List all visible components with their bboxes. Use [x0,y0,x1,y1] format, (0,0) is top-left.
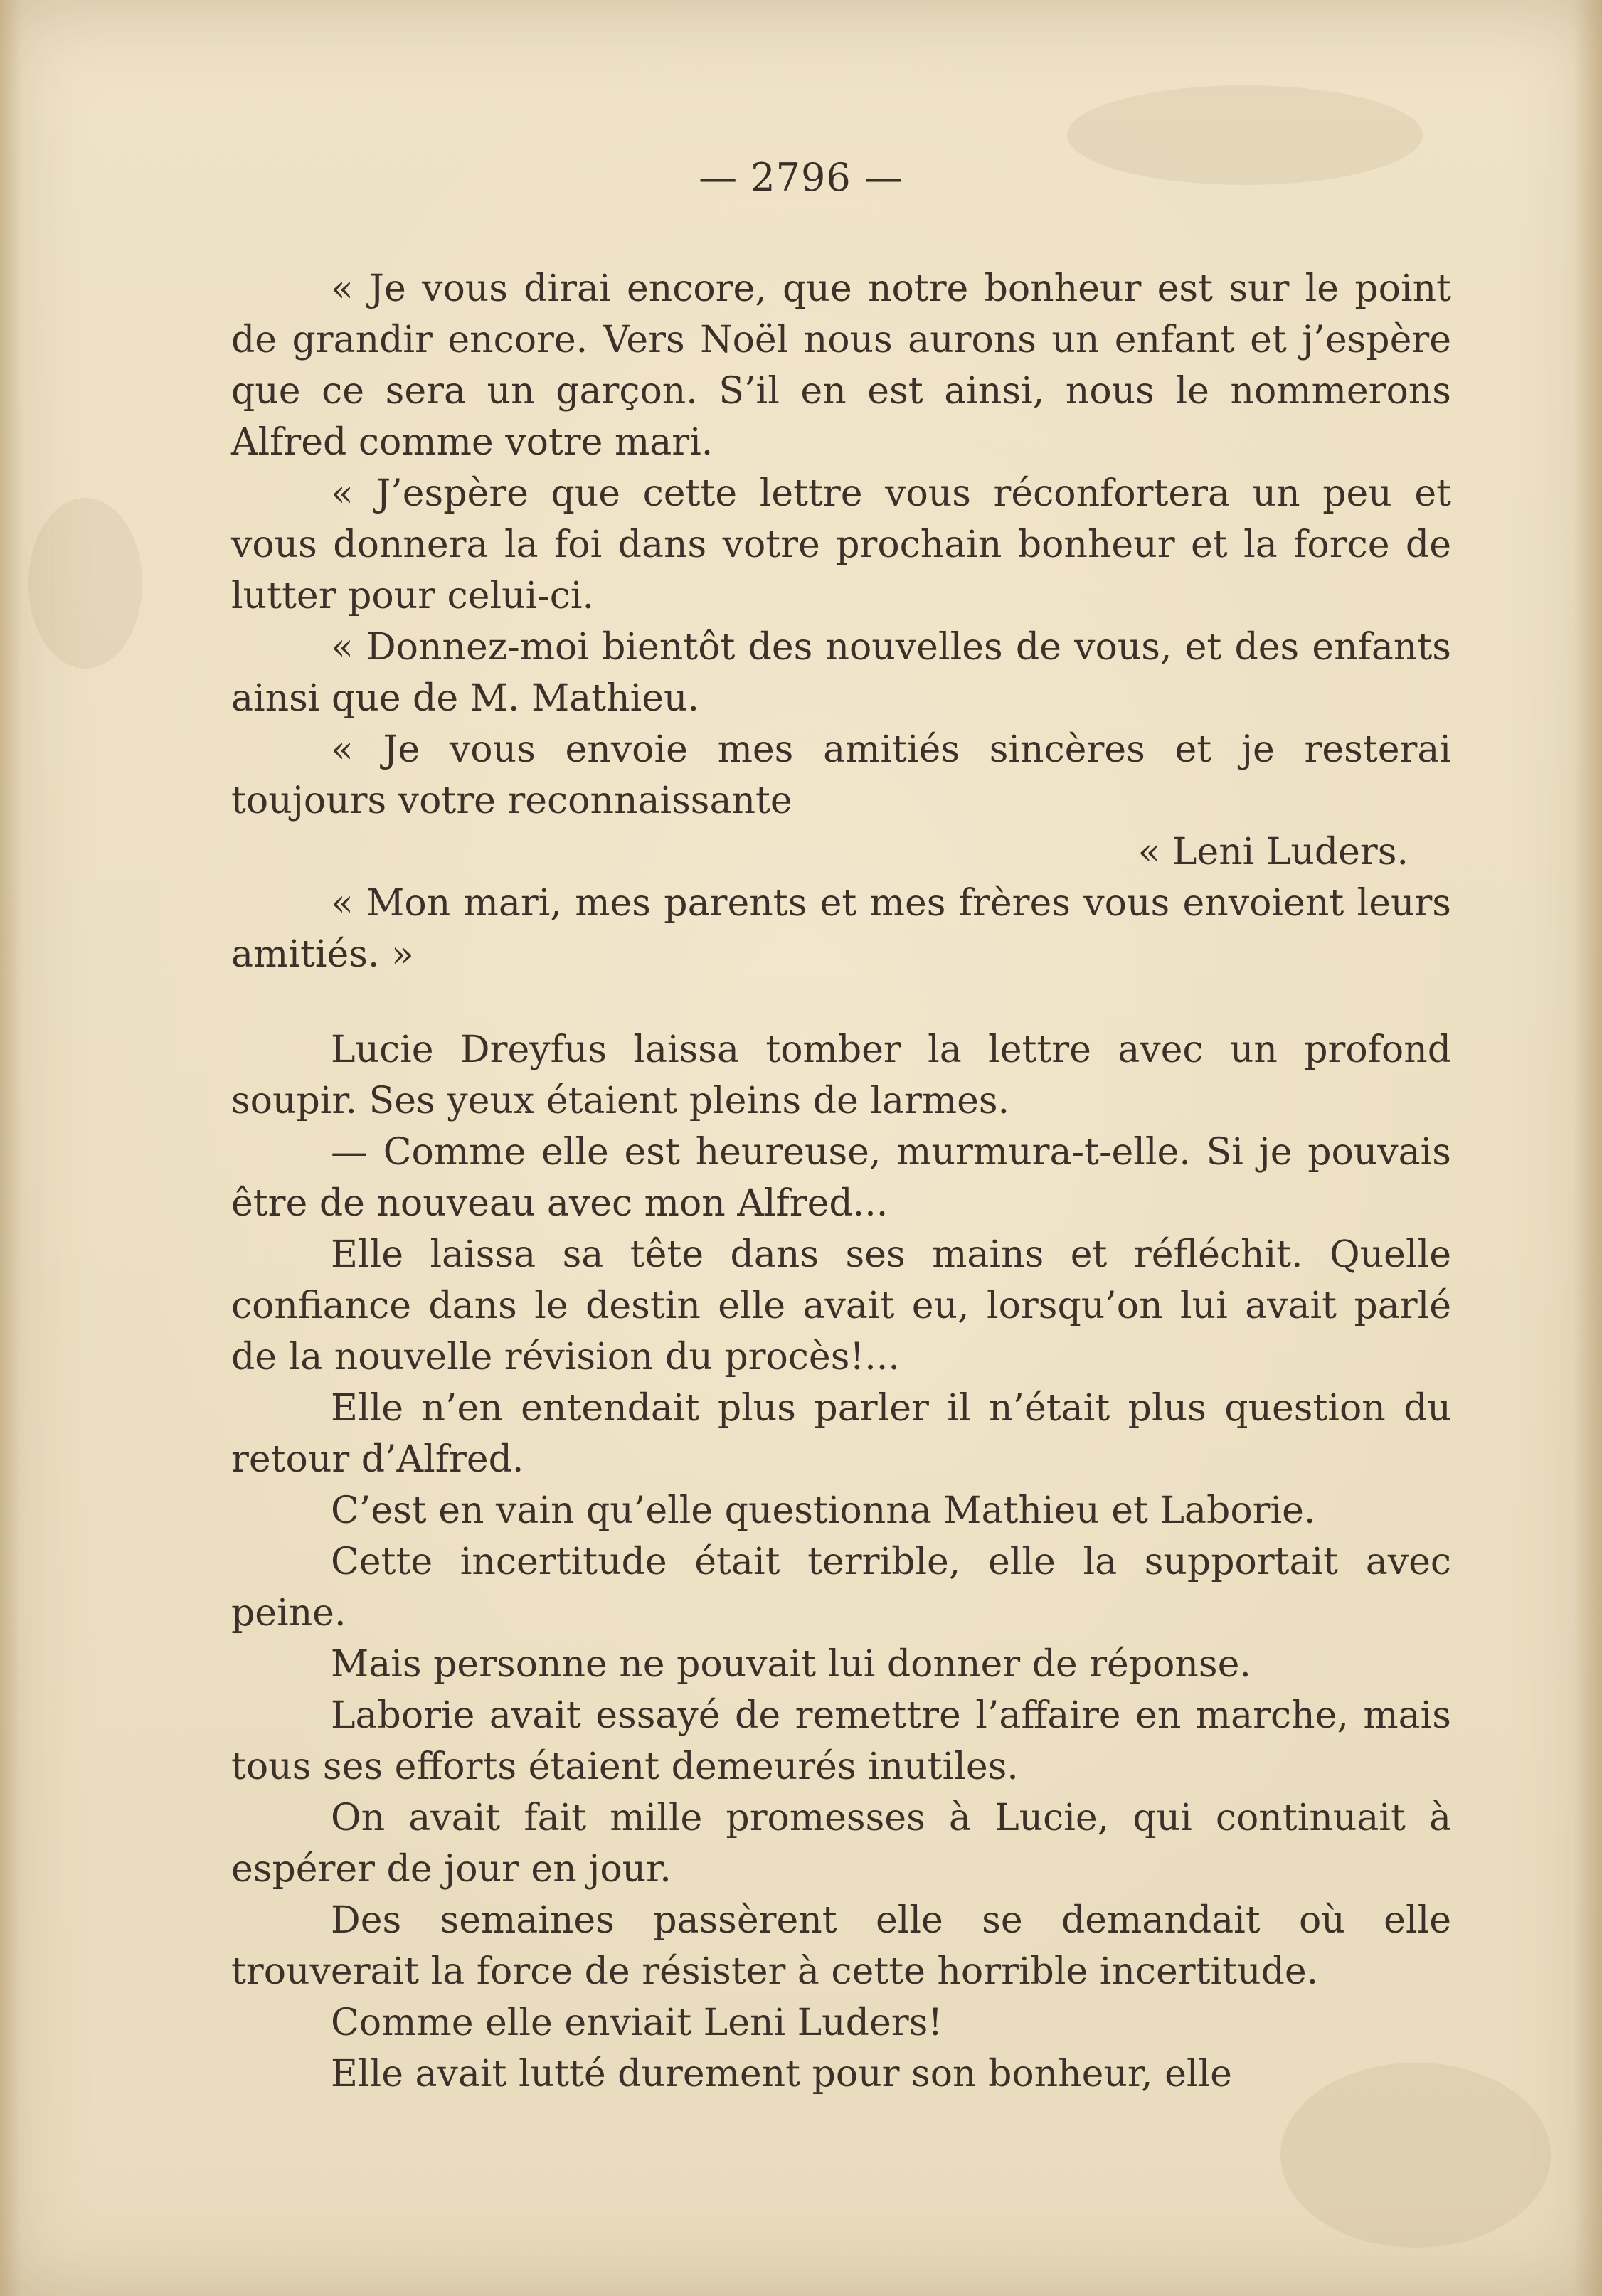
narrative-paragraph: Comme elle enviait Leni Luders! [331,2002,943,2044]
letter-paragraph: « Je vous envoie mes amitiés sincères et je resterai toujours votre reconnaissante [231,728,1451,822]
page-edge-right [1574,0,1602,2296]
narrative-paragraph: Cette incertitude était terrible, elle la supportait avec peine. [231,1541,1451,1635]
page-edge-left [0,0,21,2296]
narrative-paragraph: Elle n’en entendait plus parler il n’était plus question du retour d’Alfred. [231,1387,1451,1481]
page-number: — 2796 — [699,155,903,200]
paper-stain [28,498,142,669]
narrative-paragraph: C’est en vain qu’elle questionna Mathieu et Laborie. [331,1489,1316,1532]
letter-paragraph: « Donnez-moi bientôt des nouvelles de vous, et des enfants ainsi que de M. Mathieu. [231,626,1451,720]
narrative-paragraph: — Comme elle est heureuse, murmura-t-elle. Si je pouvais être de nouveau avec mon Alfred... [231,1131,1451,1225]
narrative-paragraph: Lucie Dreyfus laissa tomber la lettre avec un profond soupir. Ses yeux étaient pleins de larmes. [231,1029,1451,1122]
narrative-paragraph: Des semaines passèrent elle se demandait où elle trouverait la force de résister à cette horrible incertitude. [231,1899,1451,1993]
letter-paragraph: « J’espère que cette lettre vous réconfortera un peu et vous donnera la foi dans votre prochain bonheur et la force de lutter pour celui-ci. [231,472,1451,617]
letter-postscript: « Mon mari, mes parents et mes frères vous envoient leurs amitiés. » [231,882,1451,976]
letter-block [231,263,1451,980]
letter-signature: « Leni Luders. [1137,831,1409,873]
narrative-paragraph: Laborie avait essayé de remettre l’affaire en marche, mais tous ses efforts étaient demeurés inutiles. [231,1694,1451,1788]
narrative-paragraph: On avait fait mille promesses à Lucie, qui continuait à espérer de jour en jour. [231,1797,1451,1891]
narrative-paragraph: Elle laissa sa tête dans ses mains et réfléchit. Quelle confiance dans le destin elle avait eu, lorsqu’on lui avait parlé de la nouvelle révision du procès!... [231,1233,1451,1378]
letter-paragraph: « Je vous dirai encore, que notre bonheur est sur le point de grandir encore. Vers Noël nous aurons un enfant et j’espère que ce sera un garçon. S’il en est ainsi, nous le nommerons Alfred comme votre mari. [231,267,1451,464]
narrative-block [231,1024,1451,2100]
narrative-paragraph: Mais personne ne pouvait lui donner de réponse. [331,1643,1251,1686]
narrative-paragraph: Elle avait lutté durement pour son bonheur, elle [331,2053,1232,2095]
